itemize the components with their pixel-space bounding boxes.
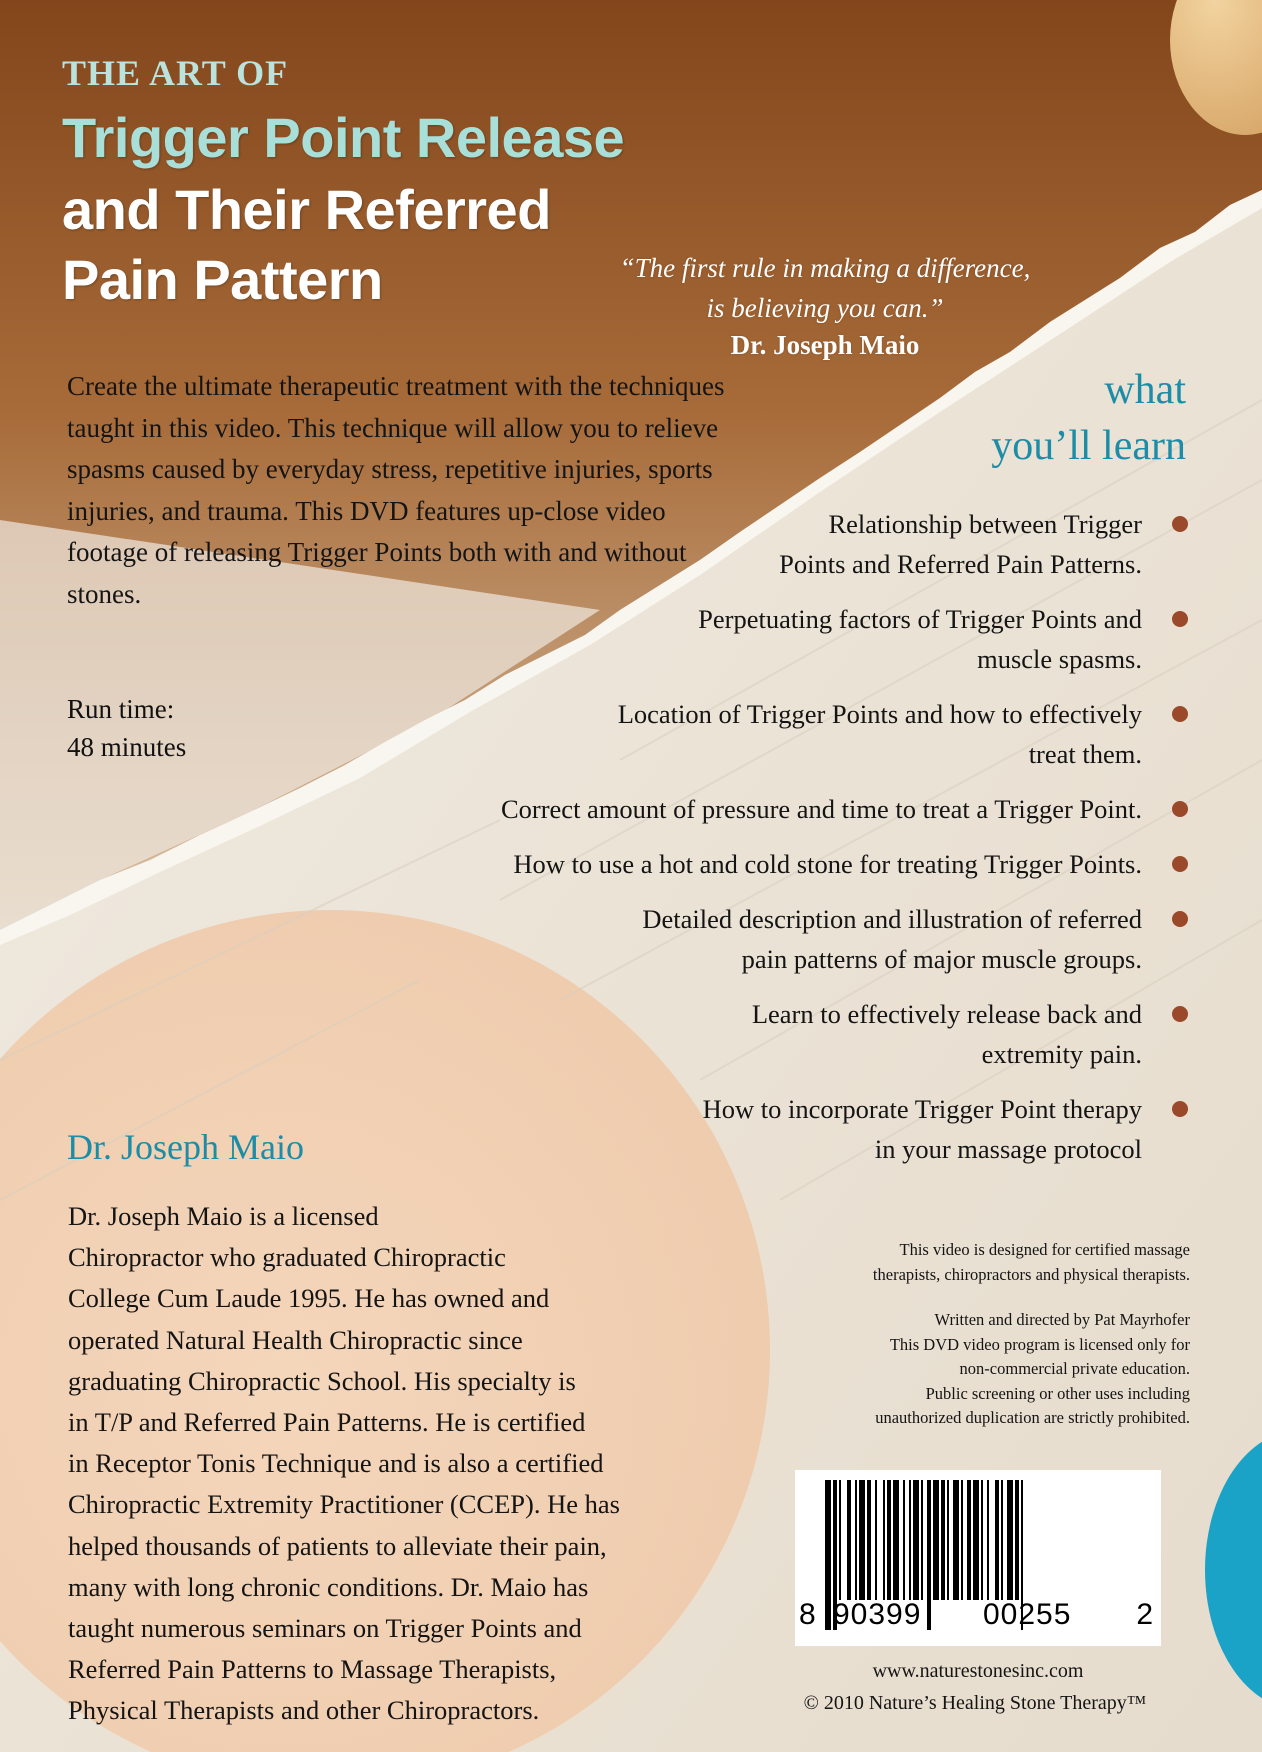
bio-line: taught numerous seminars on Trigger Points and [68, 1613, 582, 1644]
barcode-bar [973, 1480, 979, 1600]
learn-heading-line-1: what [1104, 367, 1186, 413]
runtime-value: 48 minutes [67, 732, 187, 762]
title-line-2: and Their Referred [62, 178, 551, 241]
bio-line: in T/P and Referred Pain Patterns. He is certified [68, 1407, 586, 1438]
title-line-3: Pain Pattern [62, 248, 383, 311]
list-item-line: Relationship between Trigger [828, 509, 1142, 539]
bullet-icon [1172, 911, 1188, 927]
list-item-line: extremity pain. [981, 1039, 1142, 1069]
barcode [795, 1470, 1161, 1646]
list-item-text [501, 789, 1142, 829]
audience-notice-line: This video is designed for certified massage [899, 1240, 1190, 1259]
barcode-bar [875, 1480, 877, 1600]
barcode-bar [981, 1480, 983, 1600]
list-item [513, 844, 1188, 884]
list-item-line: How to use a hot and cold stone for treating Trigger Points. [513, 849, 1142, 879]
barcode-bar [941, 1480, 945, 1600]
bio-line: Chiropractor who graduated Chiropractic [68, 1242, 506, 1273]
list-item [501, 789, 1188, 829]
list-item [642, 899, 1188, 979]
list-item-line: Learn to effectively release back and [751, 999, 1142, 1029]
bullet-icon [1172, 801, 1188, 817]
list-item-text [618, 694, 1142, 774]
barcode-bar [847, 1480, 851, 1600]
list-item [703, 1089, 1188, 1169]
list-item-line: muscle spasms. [977, 644, 1142, 674]
title-prefix: THE ART OF [62, 53, 289, 93]
learn-heading-line-2: you’ll learn [991, 423, 1186, 469]
barcode-bar [1007, 1480, 1013, 1600]
barcode-bar [967, 1480, 971, 1600]
barcode-bar [893, 1480, 899, 1600]
bio-line: College Cum Laude 1995. He has owned and [68, 1283, 550, 1314]
barcode-group-2: 00255 [983, 1598, 1072, 1631]
bio-line: Dr. Joseph Maio is a licensed [68, 1201, 379, 1231]
list-item-text [703, 1089, 1142, 1169]
runtime-label: Run time: [67, 694, 175, 724]
audience-notice-line: therapists, chiropractors and physical therapists. [872, 1264, 1190, 1284]
list-item-line: Detailed description and illustration of referred [642, 904, 1142, 934]
list-item-line: treat them. [1028, 739, 1142, 769]
bio-line: helped thousands of patients to alleviate their pain, [68, 1530, 607, 1561]
quote-line-1: “The first rule in making a difference, [619, 253, 1031, 283]
list-item-text [642, 899, 1142, 979]
barcode-bar [887, 1480, 891, 1600]
barcode-digits [795, 1598, 1161, 1640]
bullet-icon [1172, 1101, 1188, 1117]
intro-paragraph: Create the ultimate therapeutic treatment with the techniques taught in this video. This technique will allow you to relieve spasms caused by everyday stress, repetitive injuries, sports injuries, and trauma. This DVD features up-close video footage of releasing Trigger Points both with and without stones. [67, 371, 725, 609]
barcode-bar [1001, 1480, 1003, 1600]
learn-heading [991, 362, 1186, 474]
bio-line: in Receptor Tonis Technique and is also a certified [68, 1448, 604, 1479]
barcode-bar [883, 1480, 885, 1600]
bio-line: many with long chronic conditions. Dr. Maio has [68, 1571, 589, 1602]
barcode-digit-right: 2 [1136, 1598, 1153, 1631]
license-line: Public screening or other uses including [925, 1383, 1190, 1403]
barcode-bar [1015, 1480, 1019, 1600]
bullet-icon [1172, 1006, 1188, 1022]
bio-text [68, 1196, 748, 1732]
barcode-group-1: 90399 [833, 1598, 922, 1631]
bio-line: Chiropractic Extremity Practitioner (CCEP). He has [68, 1489, 620, 1520]
barcode-bar [913, 1480, 919, 1600]
license-line: This DVD video program is licensed only for [889, 1334, 1190, 1354]
barcode-bar [953, 1480, 959, 1600]
bullet-icon [1172, 706, 1188, 722]
website: www.naturestonesinc.com [872, 1660, 1084, 1682]
bio-line: Referred Pain Patterns to Massage Therapists, [68, 1654, 557, 1685]
list-item [752, 994, 1188, 1074]
barcode-bar [921, 1480, 923, 1600]
barcode-bar [855, 1480, 857, 1600]
license-line: unauthorized duplication are strictly prohibited. [875, 1408, 1190, 1427]
list-item-text [779, 504, 1142, 584]
bullet-icon [1172, 611, 1188, 627]
license-notice [760, 1308, 1190, 1431]
bio-line: operated Natural Health Chiropractic since [68, 1324, 523, 1355]
audience-notice [760, 1238, 1190, 1287]
barcode-bar [903, 1480, 905, 1600]
barcode-bar [839, 1480, 841, 1600]
barcode-bar [987, 1480, 989, 1600]
list-item-line: Location of Trigger Points and how to effectively [617, 699, 1142, 729]
quote-author: Dr. Joseph Maio [730, 330, 920, 360]
barcode-bar [909, 1480, 911, 1600]
list-item-line: How to incorporate Trigger Point therapy [702, 1094, 1142, 1124]
runtime [67, 690, 186, 766]
list-item-text [513, 844, 1142, 884]
barcode-bar [947, 1480, 949, 1600]
barcode-bar [859, 1480, 865, 1600]
barcode-bar [933, 1480, 939, 1600]
list-item-text [752, 994, 1142, 1074]
list-item-line: Points and Referred Pain Patterns. [779, 549, 1142, 579]
list-item-line: Perpetuating factors of Trigger Points and [698, 604, 1142, 634]
bio-line: graduating Chiropractic School. His specialty is [68, 1365, 576, 1396]
barcode-bar [961, 1480, 963, 1600]
list-item [698, 599, 1188, 679]
license-line: non-commercial private education. [959, 1359, 1190, 1378]
barcode-bar [867, 1480, 871, 1600]
list-item-line: pain patterns of major muscle groups. [741, 944, 1142, 974]
quote [560, 248, 1090, 328]
bio-line: Physical Therapists and other Chiropractors. [68, 1695, 540, 1726]
bullet-icon [1172, 856, 1188, 872]
barcode-bar [995, 1480, 999, 1600]
copyright: © 2010 Nature’s Healing Stone Therapy™ [803, 1692, 1147, 1714]
list-item-line: Correct amount of pressure and time to treat a Trigger Point. [500, 794, 1142, 824]
list-item [779, 504, 1188, 584]
barcode-digit-left: 8 [799, 1598, 816, 1631]
bullet-icon [1172, 516, 1188, 532]
quote-line-2: is believing you can.” [706, 293, 944, 323]
list-item-line: in your massage protocol [874, 1134, 1142, 1164]
list-item [618, 694, 1188, 774]
license-line: Written and directed by Pat Mayrhofer [934, 1310, 1190, 1329]
title-line-1: Trigger Point Release [62, 106, 625, 169]
bio-heading: Dr. Joseph Maio [67, 1127, 304, 1167]
list-item-text [698, 599, 1142, 679]
